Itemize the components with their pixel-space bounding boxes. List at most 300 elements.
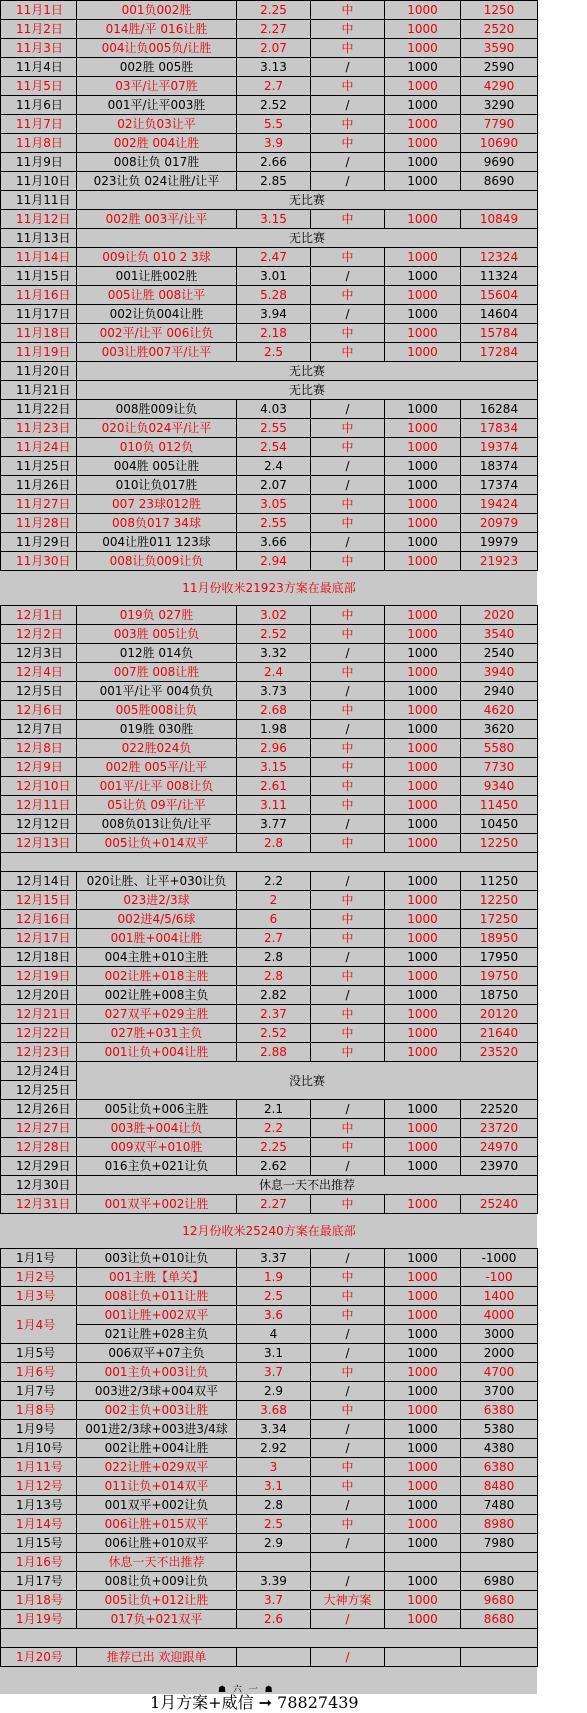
total-cell: 3700	[461, 1382, 538, 1401]
status-cell: 中	[311, 39, 385, 58]
pick-cell: 008胜009让负	[77, 400, 237, 419]
odds-cell: 3.05	[237, 495, 311, 514]
odds-cell: 2.8	[237, 948, 311, 967]
status-cell: /	[311, 644, 385, 663]
stake-cell: 1000	[385, 986, 461, 1005]
total-cell: 10849	[461, 210, 538, 229]
date-cell: 11月25日	[1, 457, 77, 476]
date-cell: 12月16日	[1, 910, 77, 929]
odds-cell: 2.5	[237, 343, 311, 362]
odds-cell: 2.07	[237, 476, 311, 495]
stake-cell: 1000	[385, 720, 461, 739]
status-cell: /	[311, 1382, 385, 1401]
total-cell: 23970	[461, 1157, 538, 1176]
total-cell: 17284	[461, 343, 538, 362]
total-cell: 2940	[461, 682, 538, 701]
pick-cell: 02让负03让平	[77, 115, 237, 134]
pick-cell: 008让负 017胜	[77, 153, 237, 172]
total-cell: 6380	[461, 1401, 538, 1420]
seal-stamp: ☗ 六 一 ☗	[218, 1685, 275, 1695]
status-cell: 中	[311, 1477, 385, 1496]
pick-cell: 001负002胜	[77, 1, 237, 20]
stake-cell: 1000	[385, 1287, 461, 1306]
status-cell: /	[311, 815, 385, 834]
total-cell: 3540	[461, 625, 538, 644]
table-row	[1, 1572, 538, 1591]
footer-contact-text: 1月方案+威信 ➞ 78827439	[150, 1693, 359, 1712]
total-cell: 2540	[461, 644, 538, 663]
odds-cell: 2.9	[237, 1534, 311, 1553]
table-row	[1, 1420, 538, 1439]
pick-cell: 005让胜 008让平	[77, 286, 237, 305]
odds-cell: 2.62	[237, 1157, 311, 1176]
odds-cell: 3.34	[237, 1420, 311, 1439]
table-row	[1, 58, 538, 77]
odds-cell: 2.55	[237, 419, 311, 438]
month-summary-row	[1, 571, 538, 606]
date-cell: 12月3日	[1, 644, 77, 663]
odds-cell: 2.5	[237, 1287, 311, 1306]
stake-cell: 1000	[385, 1439, 461, 1458]
status-cell: /	[311, 1100, 385, 1119]
table-row	[1, 1287, 538, 1306]
stake-cell: 1000	[385, 644, 461, 663]
date-cell: 11月2日	[1, 20, 77, 39]
pick-cell: 004胜 005让胜	[77, 457, 237, 476]
stake-cell: 1000	[385, 929, 461, 948]
pick-cell: 010负 012负	[77, 438, 237, 457]
spacer-cell	[1, 1629, 538, 1648]
pick-cell: 05让负 09平/让平	[77, 796, 237, 815]
stake-cell: 1000	[385, 815, 461, 834]
date-cell: 11月6日	[1, 96, 77, 115]
table-row	[1, 701, 538, 720]
date-cell: 1月9号	[1, 1420, 77, 1439]
no-match-note: 无比赛	[77, 381, 538, 400]
pick-cell: 001进2/3球+003进3/4球	[77, 1420, 237, 1439]
stake-cell: 1000	[385, 1382, 461, 1401]
total-cell: -1000	[461, 1249, 538, 1268]
status-cell: 中	[311, 77, 385, 96]
date-cell: 12月28日	[1, 1138, 77, 1157]
total-cell: 7730	[461, 758, 538, 777]
table-row	[1, 891, 538, 910]
total-cell: 9680	[461, 1591, 538, 1610]
stake-cell: 1000	[385, 910, 461, 929]
date-cell: 12月1日	[1, 606, 77, 625]
stake-cell: 1000	[385, 39, 461, 58]
odds-cell: 4	[237, 1325, 311, 1344]
status-cell	[311, 1553, 385, 1572]
results-table-body	[1, 1, 538, 1667]
total-cell: 12250	[461, 834, 538, 853]
date-cell: 11月3日	[1, 39, 77, 58]
odds-cell: 2.9	[237, 1382, 311, 1401]
status-cell: 中	[311, 929, 385, 948]
odds-cell: 3.11	[237, 796, 311, 815]
total-cell: 4700	[461, 1363, 538, 1382]
table-row	[1, 1, 538, 20]
table-row	[1, 986, 538, 1005]
pick-cell: 001让胜002胜	[77, 267, 237, 286]
date-cell: 12月5日	[1, 682, 77, 701]
table-row	[1, 663, 538, 682]
no-match-row	[1, 191, 538, 210]
date-cell: 12月21日	[1, 1005, 77, 1024]
status-cell: /	[311, 1648, 385, 1667]
date-cell: 12月13日	[1, 834, 77, 853]
status-cell: 中	[311, 1138, 385, 1157]
total-cell: 2590	[461, 58, 538, 77]
total-cell: 7480	[461, 1496, 538, 1515]
total-cell: 17834	[461, 419, 538, 438]
odds-cell: 3.15	[237, 210, 311, 229]
total-cell	[461, 1648, 538, 1667]
pick-cell: 023让负 024让胜/让平	[77, 172, 237, 191]
total-cell: 6980	[461, 1572, 538, 1591]
stake-cell: 1000	[385, 834, 461, 853]
odds-cell: 6	[237, 910, 311, 929]
footer-banner	[0, 1685, 537, 1713]
table-row	[1, 739, 538, 758]
total-cell: 8680	[461, 1610, 538, 1629]
stake-cell: 1000	[385, 1363, 461, 1382]
stake-cell: 1000	[385, 1610, 461, 1629]
table-row	[1, 400, 538, 419]
table-row	[1, 96, 538, 115]
pick-cell: 007胜 008让胜	[77, 663, 237, 682]
total-cell: 18950	[461, 929, 538, 948]
odds-cell: 1.98	[237, 720, 311, 739]
pick-cell: 001双平+002让负	[77, 1496, 237, 1515]
spacer-row	[1, 1629, 538, 1648]
pick-cell: 019负 027胜	[77, 606, 237, 625]
date-cell: 1月11号	[1, 1458, 77, 1477]
stake-cell: 1000	[385, 267, 461, 286]
status-cell: 中	[311, 1287, 385, 1306]
stake-cell: 1000	[385, 739, 461, 758]
stake-cell: 1000	[385, 1534, 461, 1553]
pick-cell: 005胜008让负	[77, 701, 237, 720]
total-cell: 20979	[461, 514, 538, 533]
no-match-note: 无比赛	[77, 229, 538, 248]
date-cell: 11月18日	[1, 324, 77, 343]
total-cell: 4620	[461, 701, 538, 720]
date-cell: 11月7日	[1, 115, 77, 134]
status-cell: 中	[311, 514, 385, 533]
total-cell: 17950	[461, 948, 538, 967]
date-cell: 11月23日	[1, 419, 77, 438]
odds-cell: 3.37	[237, 1249, 311, 1268]
table-row	[1, 1325, 538, 1344]
odds-cell: 2.5	[237, 1515, 311, 1534]
status-cell: /	[311, 96, 385, 115]
status-cell: 中	[311, 1363, 385, 1382]
no-match-row	[1, 362, 538, 381]
status-cell: /	[311, 1534, 385, 1553]
odds-cell: 3.13	[237, 58, 311, 77]
date-cell: 12月23日	[1, 1043, 77, 1062]
pick-cell: 005让负+012让胜	[77, 1591, 237, 1610]
status-cell: 中	[311, 438, 385, 457]
total-cell: 18374	[461, 457, 538, 476]
total-cell: 14604	[461, 305, 538, 324]
total-cell: 3000	[461, 1325, 538, 1344]
date-cell: 11月5日	[1, 77, 77, 96]
stake-cell: 1000	[385, 777, 461, 796]
table-row	[1, 758, 538, 777]
table-row	[1, 1477, 538, 1496]
total-cell: 20120	[461, 1005, 538, 1024]
date-cell: 11月30日	[1, 552, 77, 571]
pick-cell: 推荐已出 欢迎跟单	[77, 1648, 237, 1667]
table-row	[1, 153, 538, 172]
date-cell: 11月9日	[1, 153, 77, 172]
stake-cell: 1000	[385, 1496, 461, 1515]
date-cell: 12月19日	[1, 967, 77, 986]
pick-cell: 001让负+004让胜	[77, 1043, 237, 1062]
status-cell: 中	[311, 910, 385, 929]
spacer-row	[1, 853, 538, 872]
pick-cell: 001让胜+002双平	[77, 1306, 237, 1325]
status-cell: 中	[311, 891, 385, 910]
date-cell: 11月15日	[1, 267, 77, 286]
date-cell: 1月20号	[1, 1648, 77, 1667]
total-cell: 5380	[461, 1420, 538, 1439]
pick-cell: 001主负+003让负	[77, 1363, 237, 1382]
status-cell: 中	[311, 552, 385, 571]
status-cell: /	[311, 1157, 385, 1176]
date-cell: 12月9日	[1, 758, 77, 777]
table-row	[1, 134, 538, 153]
status-cell: 中	[311, 796, 385, 815]
odds-cell: 2.27	[237, 20, 311, 39]
status-cell: /	[311, 986, 385, 1005]
stake-cell: 1000	[385, 20, 461, 39]
status-cell: /	[311, 533, 385, 552]
stake-cell: 1000	[385, 324, 461, 343]
odds-cell: 2.92	[237, 1439, 311, 1458]
date-cell: 11月4日	[1, 58, 77, 77]
total-cell: 10450	[461, 815, 538, 834]
stake-cell: 1000	[385, 153, 461, 172]
stake-cell: 1000	[385, 872, 461, 891]
stake-cell: 1000	[385, 248, 461, 267]
stake-cell: 1000	[385, 514, 461, 533]
odds-cell: 3.68	[237, 1401, 311, 1420]
odds-cell: 2.07	[237, 39, 311, 58]
table-row	[1, 1648, 538, 1667]
date-cell: 11月27日	[1, 495, 77, 514]
stake-cell: 1000	[385, 606, 461, 625]
total-cell: 8480	[461, 1477, 538, 1496]
total-cell: 4290	[461, 77, 538, 96]
date-cell: 11月11日	[1, 191, 77, 210]
total-cell: 17374	[461, 476, 538, 495]
pick-cell: 002胜 005平/让平	[77, 758, 237, 777]
table-row	[1, 1401, 538, 1420]
status-cell: /	[311, 267, 385, 286]
table-row	[1, 1382, 538, 1401]
pick-cell: 001双平+002让胜	[77, 1195, 237, 1214]
table-row	[1, 644, 538, 663]
status-cell: /	[311, 172, 385, 191]
table-row	[1, 267, 538, 286]
status-cell: /	[311, 948, 385, 967]
table-row	[1, 476, 538, 495]
table-row	[1, 343, 538, 362]
date-cell: 11月22日	[1, 400, 77, 419]
status-cell: 中	[311, 248, 385, 267]
status-cell: /	[311, 1496, 385, 1515]
table-row	[1, 1043, 538, 1062]
stake-cell: 1000	[385, 1325, 461, 1344]
status-cell: 中	[311, 343, 385, 362]
table-row	[1, 419, 538, 438]
date-cell: 12月25日	[1, 1081, 77, 1100]
pick-cell: 001平/让平003胜	[77, 96, 237, 115]
odds-cell: 3.6	[237, 1306, 311, 1325]
odds-cell	[237, 1553, 311, 1572]
total-cell: 10690	[461, 134, 538, 153]
stake-cell: 1000	[385, 967, 461, 986]
pick-cell: 008让负009让负	[77, 552, 237, 571]
total-cell: 19979	[461, 533, 538, 552]
stake-cell: 1000	[385, 1043, 461, 1062]
odds-cell: 2.1	[237, 1100, 311, 1119]
pick-cell: 022让胜+029双平	[77, 1458, 237, 1477]
status-cell: 中	[311, 663, 385, 682]
stake-cell: 1000	[385, 625, 461, 644]
table-row	[1, 324, 538, 343]
date-cell: 12月11日	[1, 796, 77, 815]
table-row	[1, 1534, 538, 1553]
table-row	[1, 1195, 538, 1214]
stake-cell: 1000	[385, 1249, 461, 1268]
status-cell: 中	[311, 1195, 385, 1214]
total-cell: 19750	[461, 967, 538, 986]
total-cell: 23520	[461, 1043, 538, 1062]
date-cell: 1月14号	[1, 1515, 77, 1534]
stake-cell: 1000	[385, 438, 461, 457]
pick-cell: 001主胜【单关】	[77, 1268, 237, 1287]
date-cell: 1月5号	[1, 1344, 77, 1363]
table-row	[1, 815, 538, 834]
stake-cell: 1000	[385, 419, 461, 438]
pick-cell: 004让胜011 123球	[77, 533, 237, 552]
total-cell: 21923	[461, 552, 538, 571]
total-cell: 3290	[461, 96, 538, 115]
status-cell: 中	[311, 134, 385, 153]
table-row	[1, 796, 538, 815]
odds-cell: 2.47	[237, 248, 311, 267]
odds-cell: 2.54	[237, 438, 311, 457]
status-cell: 中	[311, 1119, 385, 1138]
table-row	[1, 1553, 538, 1572]
date-cell: 11月19日	[1, 343, 77, 362]
odds-cell	[237, 1648, 311, 1667]
table-row	[1, 1496, 538, 1515]
date-cell: 1月1号	[1, 1249, 77, 1268]
stake-cell: 1000	[385, 1, 461, 20]
date-cell: 1月16号	[1, 1553, 77, 1572]
status-cell: 中	[311, 1024, 385, 1043]
table-row	[1, 438, 538, 457]
date-cell: 1月6号	[1, 1363, 77, 1382]
total-cell: 7980	[461, 1534, 538, 1553]
odds-cell: 2.85	[237, 172, 311, 191]
stake-cell: 1000	[385, 1477, 461, 1496]
odds-cell: 3.66	[237, 533, 311, 552]
status-cell: 大神方案	[311, 1591, 385, 1610]
stake-cell: 1000	[385, 1195, 461, 1214]
stake-cell: 1000	[385, 343, 461, 362]
stake-cell: 1000	[385, 457, 461, 476]
stake-cell: 1000	[385, 1458, 461, 1477]
table-row	[1, 1306, 538, 1325]
stake-cell: 1000	[385, 1268, 461, 1287]
pick-cell: 005让负+006主胜	[77, 1100, 237, 1119]
table-row	[1, 552, 538, 571]
pick-cell: 008负013让负/让平	[77, 815, 237, 834]
date-cell: 12月17日	[1, 929, 77, 948]
date-cell: 12月22日	[1, 1024, 77, 1043]
odds-cell: 2.61	[237, 777, 311, 796]
stake-cell: 1000	[385, 58, 461, 77]
status-cell: /	[311, 1249, 385, 1268]
status-cell: 中	[311, 606, 385, 625]
total-cell: -100	[461, 1268, 538, 1287]
status-cell: 中	[311, 1043, 385, 1062]
pick-cell: 003进2/3球+004双平	[77, 1382, 237, 1401]
status-cell: 中	[311, 419, 385, 438]
odds-cell: 5.28	[237, 286, 311, 305]
total-cell: 12324	[461, 248, 538, 267]
table-row	[1, 1138, 538, 1157]
total-cell: 25240	[461, 1195, 538, 1214]
total-cell: 1400	[461, 1287, 538, 1306]
stake-cell: 1000	[385, 1100, 461, 1119]
total-cell: 17250	[461, 910, 538, 929]
pick-cell: 019胜 030胜	[77, 720, 237, 739]
table-row	[1, 172, 538, 191]
odds-cell: 3	[237, 1458, 311, 1477]
odds-cell: 3.7	[237, 1591, 311, 1610]
date-cell: 12月30日	[1, 1176, 77, 1195]
stake-cell: 1000	[385, 1401, 461, 1420]
stake-cell: 1000	[385, 1515, 461, 1534]
odds-cell: 2.4	[237, 663, 311, 682]
table-row	[1, 1024, 538, 1043]
total-cell: 22520	[461, 1100, 538, 1119]
table-row	[1, 1344, 538, 1363]
date-cell: 1月15号	[1, 1534, 77, 1553]
odds-cell: 3.73	[237, 682, 311, 701]
pick-cell: 021让胜+028主负	[77, 1325, 237, 1344]
total-cell: 7790	[461, 115, 538, 134]
total-cell: 3590	[461, 39, 538, 58]
odds-cell: 2.8	[237, 1496, 311, 1515]
date-cell: 1月3号	[1, 1287, 77, 1306]
pick-cell: 005让负+014双平	[77, 834, 237, 853]
stake-cell: 1000	[385, 134, 461, 153]
table-row	[1, 1249, 538, 1268]
odds-cell: 2	[237, 891, 311, 910]
total-cell: 5580	[461, 739, 538, 758]
stake-cell: 1000	[385, 115, 461, 134]
date-cell: 1月19号	[1, 1610, 77, 1629]
status-cell: /	[311, 153, 385, 172]
